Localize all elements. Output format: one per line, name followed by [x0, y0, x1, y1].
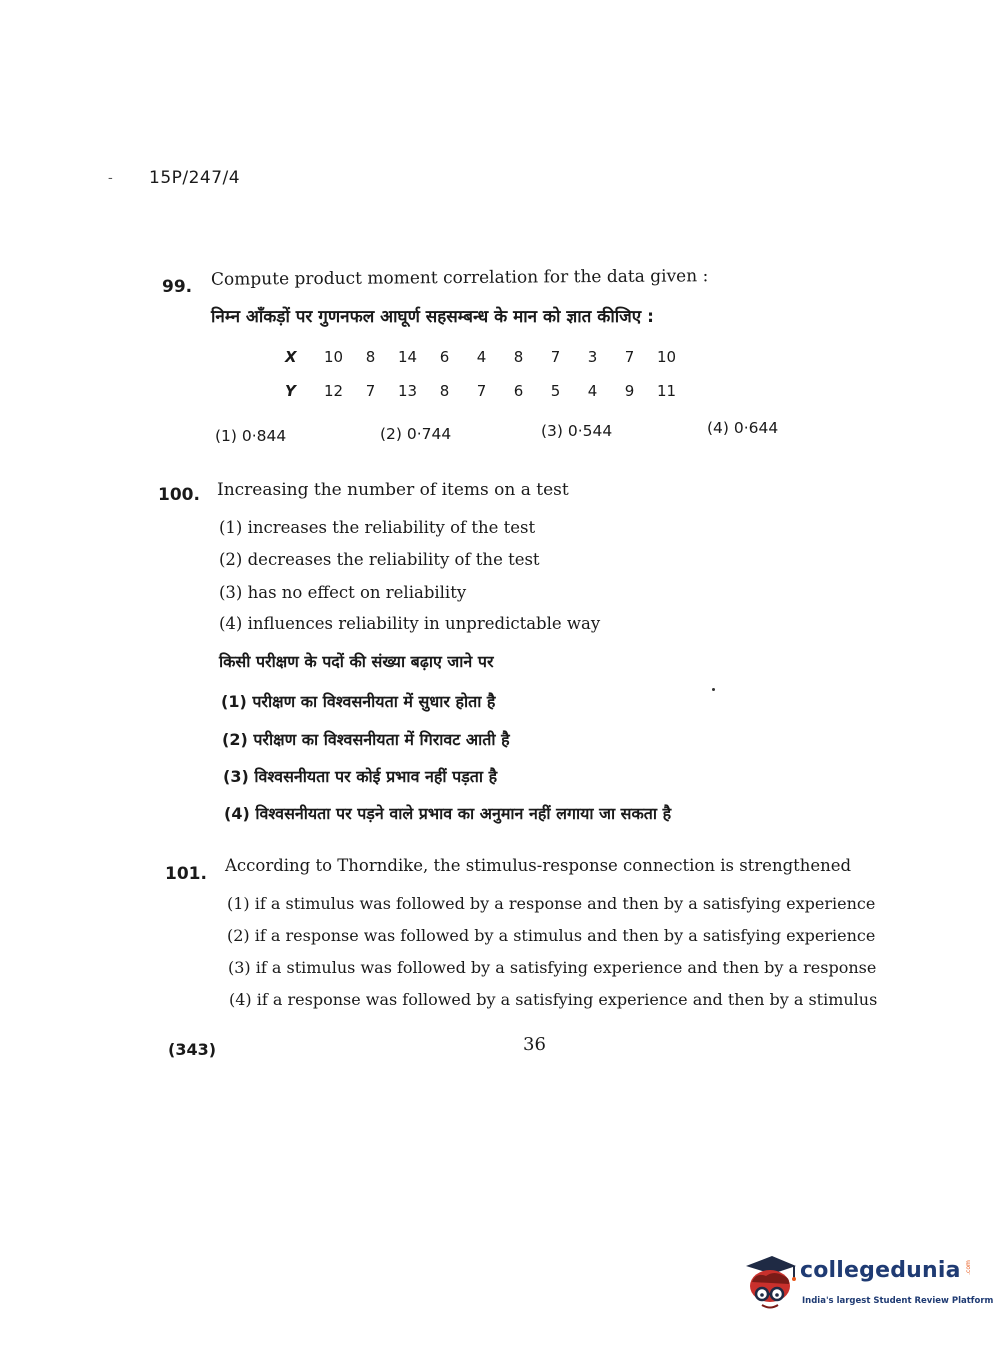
x-value: 7 [624, 348, 635, 366]
x-value: 10 [323, 348, 344, 366]
q100-option-4: (4) influences reliability in unpredictable way [219, 614, 601, 633]
y-value: 11 [656, 382, 677, 400]
x-value: 8 [365, 348, 376, 366]
x-label: X [285, 348, 297, 366]
table-row-y [285, 374, 685, 408]
y-value: 8 [439, 382, 450, 400]
x-value: 8 [513, 348, 524, 366]
q101-option-3: (3) if a stimulus was followed by a satisfying experience and then by a response [228, 958, 877, 977]
question-100-text: Increasing the number of items on a test [217, 480, 569, 500]
correlation-data-table [285, 340, 685, 408]
q100-option-3: (3) has no effect on reliability [219, 583, 467, 602]
scan-speck [712, 688, 715, 691]
q100-hindi-option-3: (3) विश्वसनीयता पर कोई प्रभाव नहीं पड़ता है [223, 767, 498, 786]
question-101-text: According to Thorndike, the stimulus-response connection is strengthened [225, 856, 852, 875]
mascot-icon [742, 1252, 798, 1312]
question-number-99: 99. [162, 277, 193, 297]
paper-code: 15P/247/4 [149, 168, 241, 188]
y-value: 5 [550, 382, 561, 400]
page-number: 36 [523, 1034, 546, 1055]
question-100-hindi-text: किसी परीक्षण के पदों की संख्या बढ़ाए जाने पर [219, 652, 494, 671]
q99-option-1: (1) 0·844 [215, 427, 287, 445]
x-value: 3 [587, 348, 598, 366]
watermark-domain-suffix: .com [964, 1260, 972, 1275]
q101-option-4: (4) if a response was followed by a satisfying experience and then by a stimulus [229, 990, 878, 1009]
q99-option-4: (4) 0·644 [707, 419, 779, 437]
y-value: 9 [624, 382, 635, 400]
q101-option-1: (1) if a stimulus was followed by a response and then by a satisfying experience [227, 894, 876, 913]
booklet-code: (343) [168, 1040, 217, 1059]
question-number-100: 100. [158, 485, 200, 505]
y-value: 12 [323, 382, 344, 400]
q100-hindi-option-4: (4) विश्वसनीयता पर पड़ने वाले प्रभाव का अनुमान नहीं लगाया जा सकता है [224, 804, 672, 823]
y-value: 6 [513, 382, 524, 400]
y-value: 7 [476, 382, 487, 400]
x-value: 10 [656, 348, 677, 366]
watermark-brand-name: collegedunia [800, 1258, 961, 1283]
q99-option-2: (2) 0·744 [380, 425, 452, 443]
question-number-101: 101. [165, 864, 207, 884]
margin-mark: - [108, 170, 113, 186]
table-row-x [285, 340, 685, 374]
x-value: 4 [476, 348, 487, 366]
q99-option-3: (3) 0·544 [541, 422, 613, 440]
q100-option-2: (2) decreases the reliability of the test [219, 550, 540, 569]
y-value: 7 [365, 382, 376, 400]
q100-hindi-option-1: (1) परीक्षण का विश्वसनीयता में सुधार होता है [221, 692, 496, 711]
question-99-text: Compute product moment correlation for the data given : [210, 266, 709, 290]
y-label: Y [285, 382, 296, 400]
collegedunia-watermark [742, 1252, 994, 1318]
q101-option-2: (2) if a response was followed by a stimulus and then by a satisfying experience [227, 926, 876, 945]
y-value: 4 [587, 382, 598, 400]
question-99-hindi-text: निम्न आँकड़ों पर गुणनफल आघूर्ण सहसम्बन्ध के मान को ज्ञात कीजिए : [211, 307, 654, 327]
watermark-tagline: India's largest Student Review Platform [802, 1296, 994, 1306]
x-value: 14 [397, 348, 418, 366]
q100-option-1: (1) increases the reliability of the test [219, 518, 536, 537]
q100-hindi-option-2: (2) परीक्षण का विश्वसनीयता में गिरावट आती है [222, 730, 510, 749]
x-value: 7 [550, 348, 561, 366]
y-value: 13 [397, 382, 418, 400]
x-value: 6 [439, 348, 450, 366]
